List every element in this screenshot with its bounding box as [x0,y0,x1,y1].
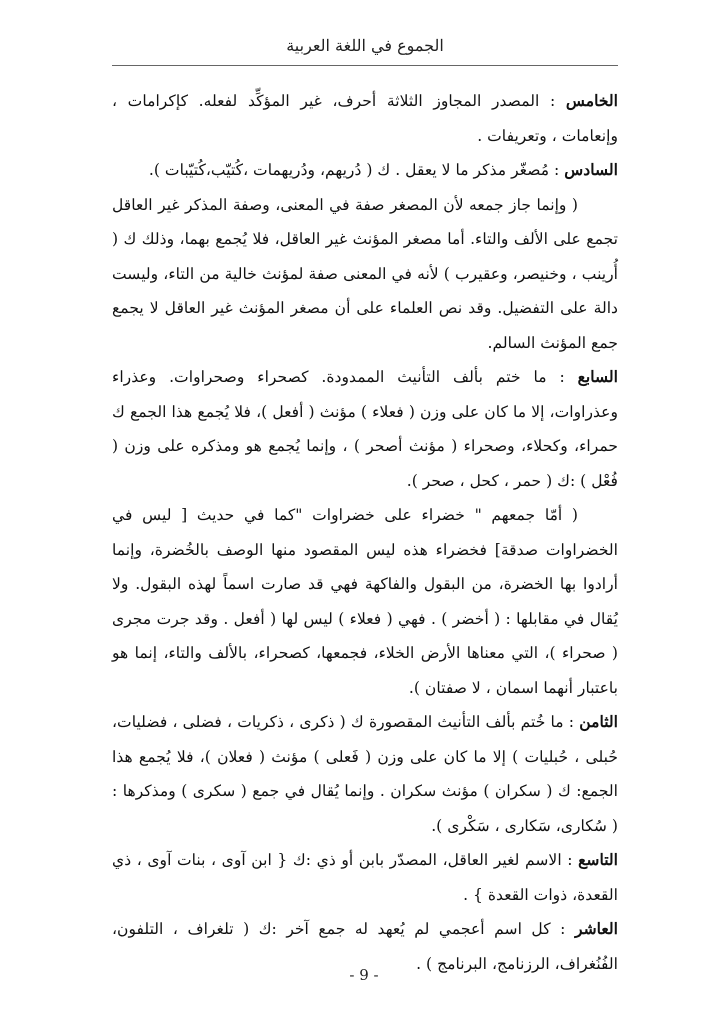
paragraph-ninth [112,843,618,912]
paragraph-eighth-text: : ما خُتم بألف التأنيث المقصورة ك ( ذكرى ، ذكريات ، فضلى ، فضليات، حُبلى ، حُبليات ) إلا ما كان على وزن ( فَعلى ) مؤنث ( فعلان )، فلا يُجمع هذا الجمع: ك ( سكران ) مؤنث سكران . وإنما يُقال في جمع ( سكرى ) ومذكرها : ( سُكارى، سَكارى ، سَكْرى ). [112,713,618,835]
term-ninth: التاسع [578,850,618,869]
paragraph-sixth-note [112,188,618,361]
page-number: - 9 - [349,966,379,984]
paragraph-tenth-text: : كل اسم أعجمي لم يُعهد له جمع آخر :ك ( تلغراف ، التلفون، الفُنُغراف، الرزنامج، البرنامج ) . [112,920,618,973]
term-fifth: الخامس [565,91,618,110]
paragraph-fifth-text: : المصدر المجاوز الثلاثة أحرف، غير المؤكِّد لفعله. كإكرامات ، وإنعامات ، وتعريفات . [112,92,618,145]
term-sixth: السادس [564,160,618,179]
paragraph-seventh-text: : ما ختم بألف التأنيث الممدودة. كصحراء وصحراوات. وعذراء وعذراوات، إلا ما كان على وزن ( فعلاء ) مؤنث ( أفعل )، فلا يُجمع هذا الجمع ك حمراء، وكحلاء، وصحراء ( مؤنث أصحر ) ، وإنما يُجمع هو ومذكره على وزن ( فُعْل ) :ك ( حمر ، كحل ، صحر ). [112,368,618,490]
paragraph-fifth [112,84,618,153]
term-seventh: السابع [577,367,618,386]
body-text [112,84,618,981]
paragraph-ninth-text: : الاسم لغير العاقل، المصدّر بابن أو ذي :ك { ابن آوى ، بنات آوى ، ذي القعدة، ذوات القعدة } . [112,851,618,904]
running-header-title: الجموع في اللغة العربية [286,36,444,55]
header-rule [112,65,618,66]
term-eighth: الثامن [579,712,618,731]
term-tenth: العاشر [574,919,618,938]
paragraph-sixth-note-text: ( وإنما جاز جمعه لأن المصغر صفة في المعنى، وصفة المذكر غير العاقل تجمع على الألف والتاء. أما مصغر المؤنث غير العاقل، فلا يُجمع بهما، وذلك ك ( أُرينب ، وخنيصر، وعقيرب ) لأنه في المعنى صفة لمؤنث خالية من التاء، وليست دالة على التفضيل. وقد نص العلماء على أن مصغر المؤنث غير العاقل لا يجمع جمع المؤنث السالم. [112,195,618,352]
paragraph-seventh [112,360,618,498]
paragraph-sixth-text: : مُصغّر مذكر ما لا يعقل . ك ( دُريهم، ودُريهمات ،كُتيّب،كُتيّبات ). [148,161,560,179]
paragraph-seventh-note [112,498,618,705]
paragraph-seventh-note-text: ( أمّا جمعهم " خضراء على خضراوات "كما في حديث [ ليس في الخضراوات صدقة] فخضراء هذه ليس المقصود منها الوصف بالخُضرة، وإنما أرادوا بها الخضرة، من البقول والفاكهة فهي قد صارت اسماً لهذه البقول. ولا يُقال في مقابلها : ( أخضر ) . فهي ( فعلاء ) ليس لها ( أفعل . وقد جرت مجرى ( صحراء )، التي معناها الأرض الخلاء، فجمعها، كصحراء، بالألف والتاء، إنما هو باعتبار أنهما اسمان ، لا صفتان ). [112,506,618,697]
running-header [112,36,618,66]
paragraph-sixth [112,153,618,188]
paragraph-eighth [112,705,618,843]
